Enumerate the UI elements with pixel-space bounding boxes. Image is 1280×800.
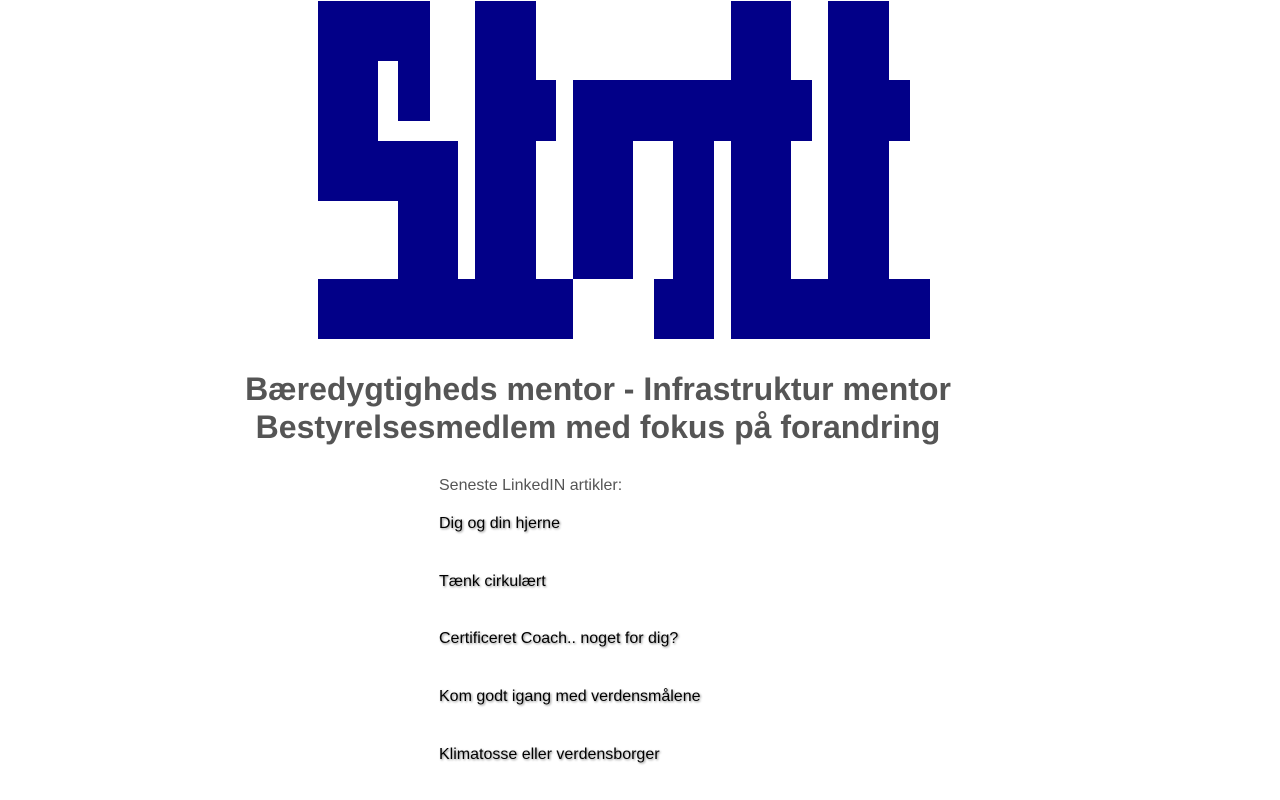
article-list [439,514,939,800]
list-item [439,514,939,572]
list-item [439,629,939,687]
headline-line-1: Bæredygtigheds mentor - Infrastruktur mentor [245,371,951,407]
article-link-dig-og-din-hjerne[interactable]: Dig og din hjerne [439,515,560,532]
articles-heading: Seneste LinkedIN artikler: [439,477,623,494]
list-item [439,745,939,800]
article-link-taenk-cirkulaert[interactable]: Tænk cirkulært [439,572,546,590]
article-link-certificeret-coach[interactable]: Certificeret Coach.. noget for dig? [439,630,679,648]
list-item [439,572,939,630]
headline-line-2: Bestyrelsesmedlem med fokus på forandring [255,409,941,445]
stmt-logo-graphic [318,1,932,341]
logo [318,1,932,341]
article-link-verdensmaalene[interactable]: Kom godt igang med verdensmålene [439,688,701,706]
article-link-klimatosse[interactable]: Klimatosse eller verdensborger [439,745,660,763]
page-headline [0,370,1196,446]
list-item [439,687,939,745]
linkedin-articles-section [439,476,939,800]
